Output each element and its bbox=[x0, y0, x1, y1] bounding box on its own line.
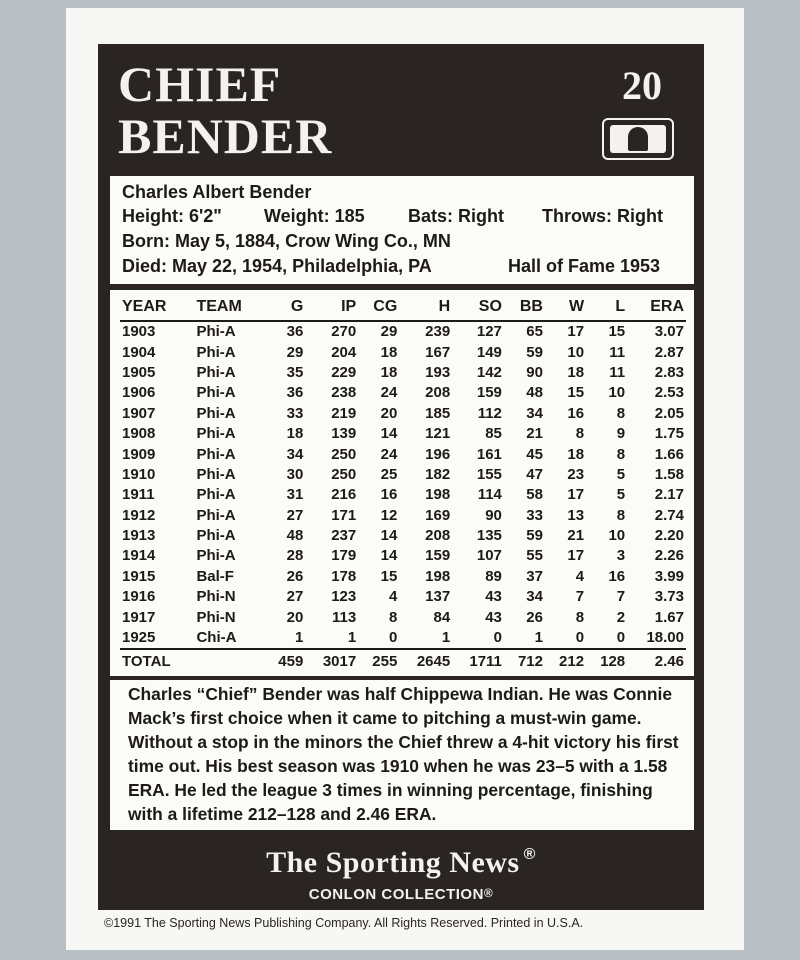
table-cell: 55 bbox=[526, 547, 543, 565]
table-row bbox=[120, 485, 686, 505]
table-cell: 89 bbox=[485, 567, 502, 585]
table-cell: 167 bbox=[425, 343, 451, 361]
table-cell: 1.75 bbox=[654, 425, 684, 443]
table-row bbox=[120, 424, 686, 444]
column-header: SO bbox=[452, 294, 504, 321]
total-cell: 459 bbox=[264, 649, 305, 674]
player-name-line1: CHIEF bbox=[118, 56, 282, 112]
table-cell: 12 bbox=[380, 506, 398, 524]
table-cell: 1912 bbox=[122, 506, 156, 524]
table-cell: 8 bbox=[616, 506, 626, 524]
table-cell: 0 bbox=[493, 629, 502, 647]
card-number: 20 bbox=[622, 63, 662, 108]
table-cell: 18 bbox=[567, 445, 585, 463]
table-cell: 29 bbox=[286, 343, 304, 361]
table-cell: 159 bbox=[425, 547, 451, 565]
table-cell: 29 bbox=[380, 323, 398, 341]
table-cell: 204 bbox=[331, 343, 357, 361]
table-cell: 185 bbox=[425, 404, 451, 422]
table-row bbox=[120, 363, 686, 383]
total-cell: 2.46 bbox=[627, 649, 686, 674]
total-row bbox=[120, 649, 686, 674]
table-cell: 10 bbox=[567, 343, 585, 361]
table-cell: 1911 bbox=[122, 486, 155, 504]
table-row bbox=[120, 465, 686, 485]
table-cell: Phi-N bbox=[196, 608, 236, 626]
table-cell: 8 bbox=[616, 404, 626, 422]
copyright-notice: ©1991 The Sporting News Publishing Company. All Rights Reserved. Printed in U.S.A. bbox=[104, 916, 584, 930]
table-cell: 2.53 bbox=[654, 384, 684, 402]
table-cell: 0 bbox=[388, 629, 398, 647]
table-cell: 18 bbox=[567, 363, 585, 381]
table-cell: 48 bbox=[526, 384, 543, 402]
brand-name bbox=[98, 846, 704, 880]
table-cell: 137 bbox=[425, 588, 451, 606]
table-cell: 7 bbox=[575, 588, 585, 606]
table-cell: 33 bbox=[526, 506, 543, 524]
table-cell: 1 bbox=[294, 629, 304, 647]
column-header: L bbox=[586, 294, 627, 321]
table-cell: 36 bbox=[286, 323, 304, 341]
table-cell: 18 bbox=[286, 425, 304, 443]
column-header: CG bbox=[358, 294, 399, 321]
table-cell: 16 bbox=[380, 486, 398, 504]
table-cell: 20 bbox=[286, 608, 304, 626]
table-cell: 149 bbox=[476, 343, 502, 361]
column-header: W bbox=[545, 294, 586, 321]
table-cell: Phi-A bbox=[196, 323, 236, 341]
bats: Bats: Right bbox=[408, 206, 504, 226]
table-cell: 15 bbox=[567, 384, 585, 402]
table-cell: 20 bbox=[380, 404, 398, 422]
table-cell: 11 bbox=[609, 343, 626, 361]
table-cell: Phi-A bbox=[196, 527, 236, 545]
table-cell: 59 bbox=[526, 343, 543, 361]
table-cell: 27 bbox=[286, 588, 304, 606]
table-row bbox=[120, 321, 686, 342]
table-cell: 17 bbox=[567, 486, 585, 504]
hall-of-fame: Hall of Fame 1953 bbox=[508, 256, 661, 276]
total-cell: 1711 bbox=[452, 649, 504, 674]
table-cell: 1 bbox=[441, 629, 451, 647]
table-cell: 2.20 bbox=[654, 527, 684, 545]
table-cell: Phi-A bbox=[196, 486, 236, 504]
column-header: BB bbox=[504, 294, 545, 321]
table-cell: 135 bbox=[476, 527, 502, 545]
brand-title: The Sporting News bbox=[266, 846, 520, 879]
table-cell: 4 bbox=[575, 567, 585, 585]
table-cell: 9 bbox=[616, 425, 626, 443]
table-cell: 3.99 bbox=[654, 567, 684, 585]
collection-title: CONLON COLLECTION bbox=[308, 886, 484, 903]
table-cell: 239 bbox=[425, 323, 451, 341]
table-cell: Phi-A bbox=[196, 445, 236, 463]
table-row bbox=[120, 506, 686, 526]
table-row bbox=[120, 546, 686, 566]
table-cell: 2.87 bbox=[654, 343, 684, 361]
table-row bbox=[120, 444, 686, 464]
table-cell: 23 bbox=[567, 465, 585, 483]
column-header: IP bbox=[305, 294, 358, 321]
table-cell: 45 bbox=[526, 445, 543, 463]
table-cell: 1.67 bbox=[654, 608, 684, 626]
table-cell: 25 bbox=[380, 465, 398, 483]
table-row bbox=[120, 383, 686, 403]
table-cell: 18 bbox=[380, 343, 398, 361]
table-cell: 11 bbox=[609, 363, 626, 381]
stats-panel bbox=[110, 290, 694, 676]
table-cell: Phi-A bbox=[196, 343, 236, 361]
table-cell: 35 bbox=[286, 363, 304, 381]
table-cell: 178 bbox=[331, 567, 357, 585]
table-cell: 8 bbox=[575, 608, 585, 626]
table-cell: 13 bbox=[567, 506, 585, 524]
table-cell: Phi-A bbox=[196, 465, 236, 483]
total-cell: 128 bbox=[586, 649, 627, 674]
pitching-stats-table bbox=[120, 294, 686, 674]
table-cell: 2 bbox=[616, 608, 626, 626]
total-cell: TOTAL bbox=[120, 649, 194, 674]
total-cell: 2645 bbox=[399, 649, 452, 674]
table-cell: 14 bbox=[380, 547, 398, 565]
table-cell: Bal-F bbox=[196, 567, 234, 585]
table-cell: 2.05 bbox=[654, 404, 684, 422]
throws: Throws: Right bbox=[542, 206, 663, 226]
table-cell: 238 bbox=[331, 384, 357, 402]
table-cell: 90 bbox=[485, 506, 502, 524]
table-cell: 1913 bbox=[122, 527, 156, 545]
table-cell: 90 bbox=[526, 363, 543, 381]
total-cell: 3017 bbox=[305, 649, 358, 674]
table-cell: 107 bbox=[476, 547, 502, 565]
table-cell: 10 bbox=[608, 384, 626, 402]
table-cell: 198 bbox=[425, 486, 451, 504]
player-name-line2: BENDER bbox=[118, 108, 333, 164]
table-cell: 21 bbox=[526, 425, 543, 443]
table-row bbox=[120, 607, 686, 627]
table-cell: 155 bbox=[476, 465, 502, 483]
table-cell: 161 bbox=[476, 445, 502, 463]
table-cell: 250 bbox=[331, 465, 357, 483]
table-cell: 28 bbox=[286, 547, 304, 565]
table-cell: 21 bbox=[567, 527, 585, 545]
mlb-logo-icon bbox=[602, 118, 674, 160]
table-cell: 26 bbox=[526, 608, 543, 626]
died: Died: May 22, 1954, Philadelphia, PA bbox=[122, 256, 432, 276]
table-cell: 27 bbox=[286, 506, 304, 524]
table-cell: 1910 bbox=[122, 465, 156, 483]
table-cell: 16 bbox=[567, 404, 585, 422]
table-cell: Phi-A bbox=[196, 506, 236, 524]
table-cell: 171 bbox=[331, 506, 357, 524]
table-cell: 216 bbox=[331, 486, 357, 504]
table-cell: 59 bbox=[526, 527, 543, 545]
table-row bbox=[120, 567, 686, 587]
table-cell: 2.83 bbox=[654, 363, 684, 381]
table-cell: 18 bbox=[380, 363, 398, 381]
table-cell: 7 bbox=[616, 588, 626, 606]
blurb-panel bbox=[110, 680, 694, 830]
table-cell: 15 bbox=[608, 323, 626, 341]
table-cell: 24 bbox=[380, 445, 398, 463]
table-cell: 1904 bbox=[122, 343, 156, 361]
table-cell: 2.74 bbox=[654, 506, 684, 524]
table-cell: Phi-A bbox=[196, 425, 236, 443]
table-cell: 8 bbox=[575, 425, 585, 443]
table-cell: 1 bbox=[534, 629, 543, 647]
table-cell: 270 bbox=[331, 323, 357, 341]
table-cell: 5 bbox=[616, 486, 626, 504]
column-header: H bbox=[399, 294, 452, 321]
table-cell: 33 bbox=[286, 404, 304, 422]
registered-mark: ® bbox=[523, 846, 536, 863]
table-cell: 127 bbox=[476, 323, 502, 341]
born: Born: May 5, 1884, Crow Wing Co., MN bbox=[122, 231, 451, 251]
table-cell: Phi-A bbox=[196, 547, 236, 565]
full-name: Charles Albert Bender bbox=[122, 182, 312, 202]
table-cell: 1925 bbox=[122, 629, 156, 647]
column-header: TEAM bbox=[194, 294, 264, 321]
bio-panel bbox=[110, 176, 694, 284]
table-cell: 1909 bbox=[122, 445, 156, 463]
table-cell: 24 bbox=[380, 384, 398, 402]
table-cell: 1.58 bbox=[654, 465, 684, 483]
table-row bbox=[120, 404, 686, 424]
height: Height: 6'2" bbox=[122, 206, 222, 226]
table-header-row bbox=[120, 294, 686, 321]
column-header: G bbox=[264, 294, 305, 321]
table-cell: 1905 bbox=[122, 363, 156, 381]
table-cell: 17 bbox=[567, 547, 585, 565]
table-cell: 1906 bbox=[122, 384, 156, 402]
table-cell: 1917 bbox=[122, 608, 156, 626]
table-cell: 142 bbox=[476, 363, 502, 381]
table-cell: 208 bbox=[425, 384, 451, 402]
table-cell: 113 bbox=[332, 608, 357, 626]
table-cell: 3.73 bbox=[654, 588, 684, 606]
table-cell: 1903 bbox=[122, 323, 156, 341]
table-cell: Phi-A bbox=[196, 384, 236, 402]
table-cell: 169 bbox=[425, 506, 451, 524]
table-cell: 1908 bbox=[122, 425, 156, 443]
table-cell: 4 bbox=[388, 588, 398, 606]
table-cell: 193 bbox=[425, 363, 451, 381]
table-cell: Phi-N bbox=[196, 588, 236, 606]
table-cell: 26 bbox=[286, 567, 304, 585]
total-cell bbox=[194, 649, 264, 674]
table-row bbox=[120, 587, 686, 607]
vitals-row bbox=[122, 206, 692, 230]
total-cell: 255 bbox=[358, 649, 399, 674]
table-cell: 8 bbox=[616, 445, 626, 463]
table-cell: 10 bbox=[608, 527, 626, 545]
biography-text: Charles “Chief” Bender was half Chippewa Indian. He was Connie Mack’s first choice when it came to pitching a must-win game. Without a stop in the minors the Chief threw a 4-hit victory his first time out. His best season was 1910 when he was 23–5 with a 1.58 ERA. He led the league 3 times in winning percentage, finishing with a lifetime 212–128 and 2.46 ERA. bbox=[128, 684, 679, 824]
table-row bbox=[120, 526, 686, 546]
table-cell: 179 bbox=[331, 547, 357, 565]
table-cell: 34 bbox=[286, 445, 304, 463]
collection-name bbox=[98, 886, 704, 903]
table-cell: 196 bbox=[425, 445, 451, 463]
table-cell: 1.66 bbox=[654, 445, 684, 463]
table-cell: 14 bbox=[380, 527, 398, 545]
table-cell: 250 bbox=[331, 445, 357, 463]
table-cell: 84 bbox=[433, 608, 451, 626]
table-cell: 123 bbox=[331, 588, 357, 606]
table-cell: 5 bbox=[616, 465, 626, 483]
table-cell: Chi-A bbox=[196, 629, 237, 647]
table-cell: 17 bbox=[567, 323, 585, 341]
table-cell: 2.26 bbox=[654, 547, 684, 565]
table-cell: 48 bbox=[286, 527, 304, 545]
table-row bbox=[120, 628, 686, 649]
table-cell: 43 bbox=[485, 608, 502, 626]
table-cell: 37 bbox=[526, 567, 543, 585]
table-cell: 43 bbox=[485, 588, 502, 606]
died-row bbox=[122, 256, 692, 280]
weight: Weight: 185 bbox=[264, 206, 365, 226]
total-cell: 712 bbox=[504, 649, 545, 674]
table-cell: 0 bbox=[575, 629, 585, 647]
table-cell: 139 bbox=[331, 425, 357, 443]
table-cell: 30 bbox=[286, 465, 304, 483]
table-cell: 16 bbox=[608, 567, 626, 585]
table-cell: 47 bbox=[526, 465, 543, 483]
table-cell: 34 bbox=[526, 588, 543, 606]
column-header: ERA bbox=[627, 294, 686, 321]
column-header: YEAR bbox=[120, 294, 194, 321]
table-cell: 36 bbox=[286, 384, 304, 402]
table-cell: 14 bbox=[380, 425, 398, 443]
table-cell: 114 bbox=[477, 486, 502, 504]
table-cell: 3.07 bbox=[654, 323, 684, 341]
table-cell: 85 bbox=[485, 425, 502, 443]
table-cell: 1914 bbox=[122, 547, 156, 565]
table-cell: 219 bbox=[331, 404, 357, 422]
table-cell: 65 bbox=[526, 323, 543, 341]
table-cell: 31 bbox=[286, 486, 304, 504]
table-cell: 34 bbox=[526, 404, 543, 422]
table-cell: 1916 bbox=[122, 588, 156, 606]
table-cell: 1915 bbox=[122, 567, 156, 585]
table-cell: 2.17 bbox=[654, 486, 684, 504]
table-cell: 15 bbox=[380, 567, 398, 585]
table-row bbox=[120, 342, 686, 362]
table-cell: 1 bbox=[347, 629, 357, 647]
table-cell: 8 bbox=[388, 608, 398, 626]
table-cell: 208 bbox=[425, 527, 451, 545]
total-cell: 212 bbox=[545, 649, 586, 674]
table-cell: Phi-A bbox=[196, 363, 236, 381]
table-cell: 0 bbox=[616, 629, 626, 647]
collection-registered-mark: ® bbox=[483, 886, 494, 900]
player-name bbox=[118, 58, 332, 162]
table-cell: 18.00 bbox=[646, 629, 684, 647]
table-cell: 182 bbox=[425, 465, 451, 483]
table-cell: 1907 bbox=[122, 404, 156, 422]
table-cell: 159 bbox=[476, 384, 502, 402]
table-cell: Phi-A bbox=[196, 404, 236, 422]
table-cell: 229 bbox=[331, 363, 357, 381]
table-cell: 58 bbox=[526, 486, 543, 504]
table-cell: 237 bbox=[331, 527, 357, 545]
table-cell: 198 bbox=[425, 567, 451, 585]
table-cell: 3 bbox=[616, 547, 626, 565]
table-cell: 112 bbox=[477, 404, 502, 422]
table-cell: 121 bbox=[425, 425, 451, 443]
